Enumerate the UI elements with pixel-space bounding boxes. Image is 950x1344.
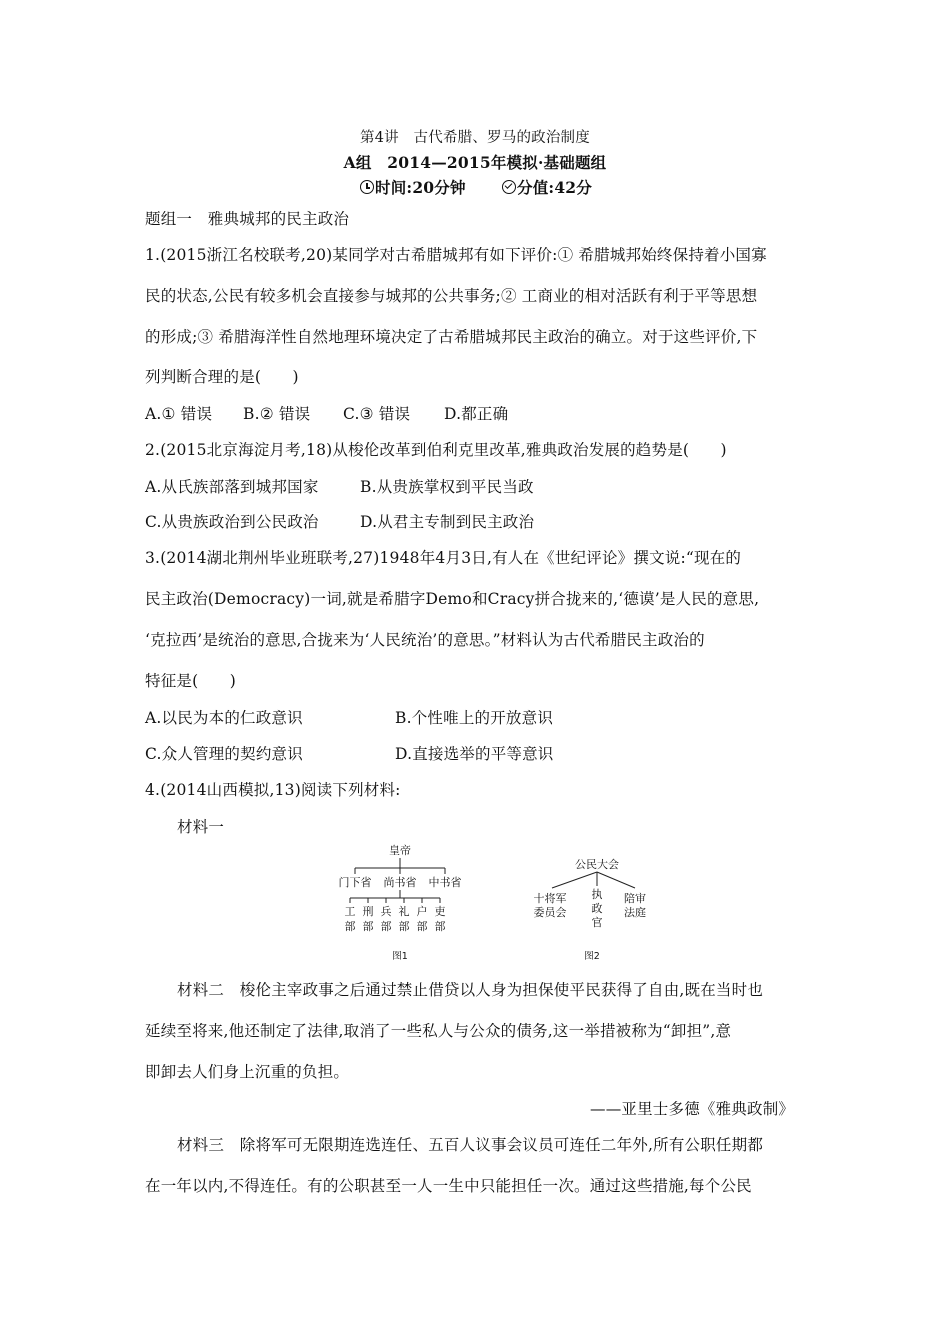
group-title: A组 2014—2015年模拟·基础题组: [343, 153, 607, 172]
fig2-caption: 图2: [584, 951, 600, 962]
q2-option-d: D.从君主专制到民主政治: [360, 513, 535, 531]
material2-line-1: 材料二 梭伦主宰政事之后通过禁止借贷以人身为担保使平民获得了自由,既在当时也: [177, 981, 764, 999]
q1-option-d: D.都正确: [444, 405, 509, 423]
fig1-caption: 图1: [392, 951, 408, 962]
fig1-ministry-5: 吏部: [434, 905, 446, 933]
q3-line-2: 民主政治(Democracy)一词,就是希腊字Demo和Cracy拼合拢来的,‘德谟’是人民的意思,: [145, 590, 760, 608]
q3-line-4: 特征是( ): [145, 672, 236, 690]
q2-option-a: A.从氏族部落到城邦国家: [145, 478, 319, 496]
check-circle-icon: [502, 180, 516, 194]
fig2-jury-line-0: 陪审: [624, 892, 646, 905]
material3-line-1: 材料三 除将军可无限期连选连任、五百人议事会议员可连任二年外,所有公职任期都: [177, 1136, 764, 1154]
fig1-zhongshu: 中书省: [428, 876, 462, 889]
q4-stem: 4.(2014山西模拟,13)阅读下列材料:: [145, 781, 401, 799]
q1-line-1: 1.(2015浙江名校联考,20)某同学对古希腊城邦有如下评价:① 希腊城邦始终保持着小国寡: [145, 246, 767, 264]
q3-option-b: B.个性唯上的开放意识: [395, 709, 554, 727]
q1-option-c: C.③ 错误: [343, 405, 411, 423]
fig1-ministry-4: 户部: [416, 905, 428, 933]
section-title: 题组一 雅典城邦的民主政治: [145, 210, 350, 228]
q3-line-1: 3.(2014湖北荆州毕业班联考,27)1948年4月3日,有人在《世纪评论》撰文说:“现在的: [145, 549, 742, 567]
q1-line-3: 的形成;③ 希腊海洋性自然地理环境决定了古希腊城邦民主政治的确立。对于这些评价,下: [145, 328, 758, 346]
q1-line-2: 民的状态,公民有较多机会直接参与城邦的公共事务;② 工商业的相对活跃有利于平等思想: [145, 287, 758, 305]
score-label: 分值:42分: [517, 178, 592, 197]
fig1-ministry-0: 工部: [344, 905, 356, 933]
q2-stem: 2.(2015北京海淀月考,18)从梭伦改革到伯利克里改革,雅典政治发展的趋势是( ): [145, 441, 727, 459]
fig2-jury-line-1: 法庭: [624, 906, 646, 919]
figure-2-org-chart: [530, 850, 670, 965]
score-info: [502, 178, 592, 198]
material2-line-3: 即卸去人们身上沉重的负担。: [145, 1063, 350, 1081]
q2-option-b: B.从贵族掌权到平民当政: [360, 478, 534, 496]
fig1-menxia: 门下省: [338, 876, 372, 889]
time-info: [360, 178, 466, 198]
fig2-generals-line-1: 委员会: [533, 906, 567, 919]
material1-label: 材料一: [177, 818, 225, 836]
clock-icon: [360, 180, 374, 194]
fig2-generals-line-0: 十将军: [533, 892, 567, 905]
q2-option-c: C.从贵族政治到公民政治: [145, 513, 319, 531]
fig2-assembly: 公民大会: [575, 858, 619, 871]
q1-option-b: B.② 错误: [243, 405, 311, 423]
fig1-ministry-2: 兵部: [380, 905, 392, 933]
q3-option-d: D.直接选举的平等意识: [395, 745, 554, 763]
figure-1-org-chart: [330, 840, 470, 965]
time-label: 时间:20分钟: [375, 178, 466, 197]
material2-source: ——亚里士多德《雅典政制》: [590, 1100, 795, 1118]
q1-option-a: A.① 错误: [145, 405, 213, 423]
q3-option-a: A.以民为本的仁政意识: [145, 709, 303, 727]
fig1-ministry-1: 刑部: [362, 905, 374, 933]
q1-line-4: 列判断合理的是( ): [145, 368, 299, 386]
fig1-emperor: 皇帝: [389, 844, 411, 857]
q3-option-c: C.众人管理的契约意识: [145, 745, 303, 763]
fig1-ministry-3: 礼部: [398, 905, 410, 933]
material2-line-2: 延续至将来,他还制定了法律,取消了一些私人与公众的债务,这一举措被称为“卸担”,意: [145, 1022, 732, 1040]
fig1-shangshu: 尚书省: [383, 876, 417, 889]
q3-line-3: ‘克拉西’是统治的意思,合拢来为‘人民统治’的意思。”材料认为古代希腊民主政治的: [145, 631, 705, 649]
lecture-title: 第4讲 古代希腊、罗马的政治制度: [360, 130, 590, 146]
fig2-archon: 执政官: [591, 888, 603, 929]
material3-line-2: 在一年以内,不得连任。有的公职甚至一人一生中只能担任一次。通过这些措施,每个公民: [145, 1177, 752, 1195]
